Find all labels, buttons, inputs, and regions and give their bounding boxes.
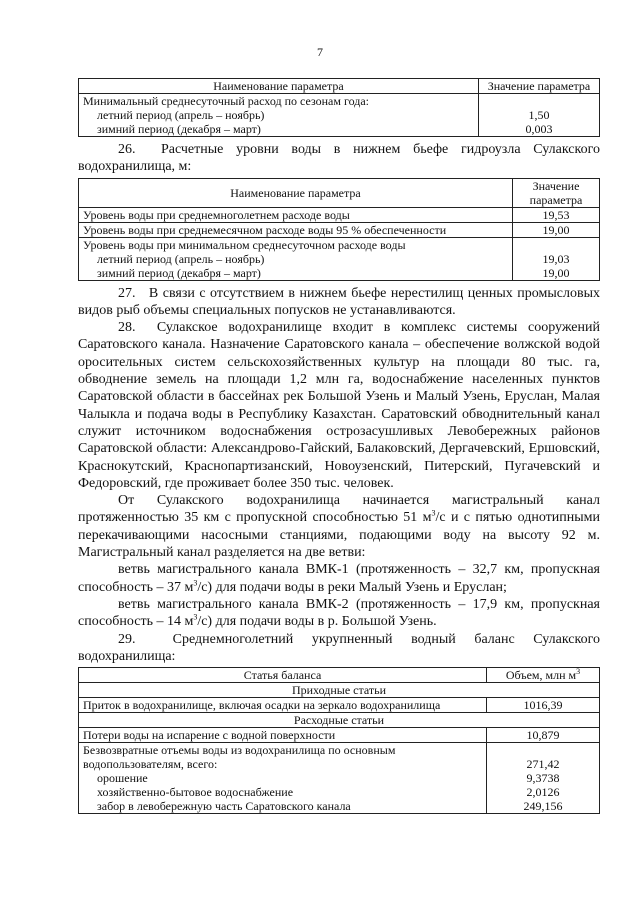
- paragraph-vmk1: [78, 561, 600, 596]
- paragraph-28: 28. Сулакское водохранилище входит в комплекс системы сооружений Саратовского канала. Назначение Саратовского канала – обеспечение волжской водой оросительных систем сельскохозяйственных культур на площади 80 тыс. га, обводнение земель на площади 1,2 млн га, водоснабжение населенных пунктов Саратовской области в бассейнах рек Большой Узень и Малый Узень, Еруслан, Малая Чалыкла и подача воды в Республику Казахстан. Саратовский обводнительный канал служит источником водоснабжения острозасушливых Левобережных районов Саратовской области: Александрово-Гайский, Балаковский, Дергачевский, Ершовский, Краснокутский, Краснопартизанский, Новоузенский, Питерский, Пугачевский и Федоровский, где проживает более 350 тыс. человек.: [78, 320, 600, 491]
- column-header: [487, 668, 600, 683]
- table-header-row: [79, 178, 600, 207]
- paragraph-26: 26. Расчетные уровни воды в нижнем бьефе гидроузла Сулакского водохранилища, м:: [78, 142, 600, 175]
- section-title: Приходные статьи: [79, 683, 600, 698]
- user-label: хозяйственно-бытовое водоснабжение: [97, 785, 294, 800]
- text-part: /с) для подачи воды в реки Малый Узень и Еруслан;: [197, 579, 507, 595]
- paragraph-main-canal: [78, 492, 600, 561]
- user-label: забор в левобережную часть Саратовского канала: [97, 799, 351, 814]
- param-cell: Уровень воды при среднемесячном расходе воды 95 % обеспеченности: [79, 222, 513, 237]
- value: 2,0126: [526, 785, 560, 800]
- value: 0,003: [525, 122, 553, 136]
- text-part: /с) для подачи воды в р. Большой Узень.: [197, 614, 437, 630]
- text-part: От Сулакского водохранилища начинается магистральный канал протяженностью 35 км с пропускной способностью 51 м: [78, 493, 600, 526]
- row-title: Уровень воды при минимальном среднесуточном расходе воды: [83, 237, 406, 252]
- table-row: [79, 207, 600, 222]
- text-part: ветвь магистрального канала ВМК-1 (протяженность – 32,7 км, пропускная способность – 37 м: [78, 562, 600, 595]
- param-cell: [79, 743, 487, 814]
- column-header: Наименование параметра: [79, 79, 479, 94]
- column-header: Статья баланса: [79, 668, 487, 683]
- param-cell: [79, 237, 513, 280]
- table-header-row: [79, 79, 600, 94]
- table-row: [79, 237, 600, 280]
- section-row: [79, 683, 600, 698]
- document-body: [78, 72, 600, 814]
- section-row: [79, 713, 600, 728]
- value: 19,00: [542, 265, 570, 280]
- value: 271,42: [526, 757, 560, 772]
- water-balance-table: [78, 667, 600, 814]
- season-label: зимний период (декабря – март): [97, 265, 261, 280]
- value: 9,3738: [526, 771, 560, 786]
- row-title: Минимальный среднесуточный расход по сезонам года:: [83, 94, 369, 108]
- value-cell: [479, 94, 600, 137]
- paragraph-vmk2: [78, 596, 600, 631]
- paragraph-29: 29. Среднемноголетний укрупненный водный баланс Сулакского водохранилища:: [78, 631, 600, 664]
- text-part: /с и с пятью однотипными перекачивающими насосными станциями, подающими воду на высоту 92 м. Магистральный канал разделяется на две ветви:: [78, 510, 600, 561]
- superscript: 3: [193, 577, 198, 587]
- water-levels-table: [78, 178, 600, 281]
- value: 1,50: [528, 108, 550, 122]
- table-row: [79, 728, 600, 743]
- value-cell: 10,879: [487, 728, 600, 743]
- page-number: 7: [317, 45, 323, 59]
- param-cell: Приток в водохранилище, включая осадки на зеркало водохранилища: [79, 698, 487, 713]
- superscript: 3: [193, 612, 198, 622]
- value-cell: [513, 237, 600, 280]
- season-label: летний период (апрель – ноябрь): [97, 251, 265, 266]
- value-cell: 1016,39: [487, 698, 600, 713]
- column-header: Наименование параметра: [79, 178, 513, 207]
- table-row: [79, 698, 600, 713]
- value: 249,156: [523, 799, 563, 814]
- row-title: Безвозвратные отъемы воды из водохранилища по основным водопользователям, всего:: [83, 743, 396, 772]
- header-text: Объем, млн м: [505, 668, 577, 683]
- paragraph-27: 27. В связи с отсутствием в нижнем бьефе нерестилищ ценных промысловых видов рыб объемы специальных попусков не устанавливаются.: [78, 285, 600, 318]
- table-row: [79, 743, 600, 814]
- min-discharge-table: [78, 78, 600, 137]
- table-header-row: [79, 668, 600, 683]
- text-part: ветвь магистрального канала ВМК-2 (протяженность – 17,9 км, пропускная способность – 14 м: [78, 596, 600, 630]
- season-label: зимний период (декабря – март): [97, 122, 261, 136]
- superscript: 3: [576, 667, 581, 677]
- user-label: орошение: [97, 771, 148, 786]
- table-row: [79, 222, 600, 237]
- value-cell: 19,53: [513, 207, 600, 222]
- value-cell: [487, 743, 600, 814]
- season-label: летний период (апрель – ноябрь): [97, 108, 265, 122]
- value: 19,03: [542, 251, 570, 266]
- column-header: Значение параметра: [479, 79, 600, 94]
- section-title: Расходные статьи: [79, 713, 600, 728]
- param-cell: Уровень воды при среднемноголетнем расходе воды: [79, 207, 513, 222]
- superscript: 3: [431, 508, 436, 518]
- param-cell: Потери воды на испарение с водной поверхности: [79, 728, 487, 743]
- column-header: Значение параметра: [513, 178, 600, 207]
- param-cell: [79, 94, 479, 137]
- table-row: [79, 94, 600, 137]
- value-cell: 19,00: [513, 222, 600, 237]
